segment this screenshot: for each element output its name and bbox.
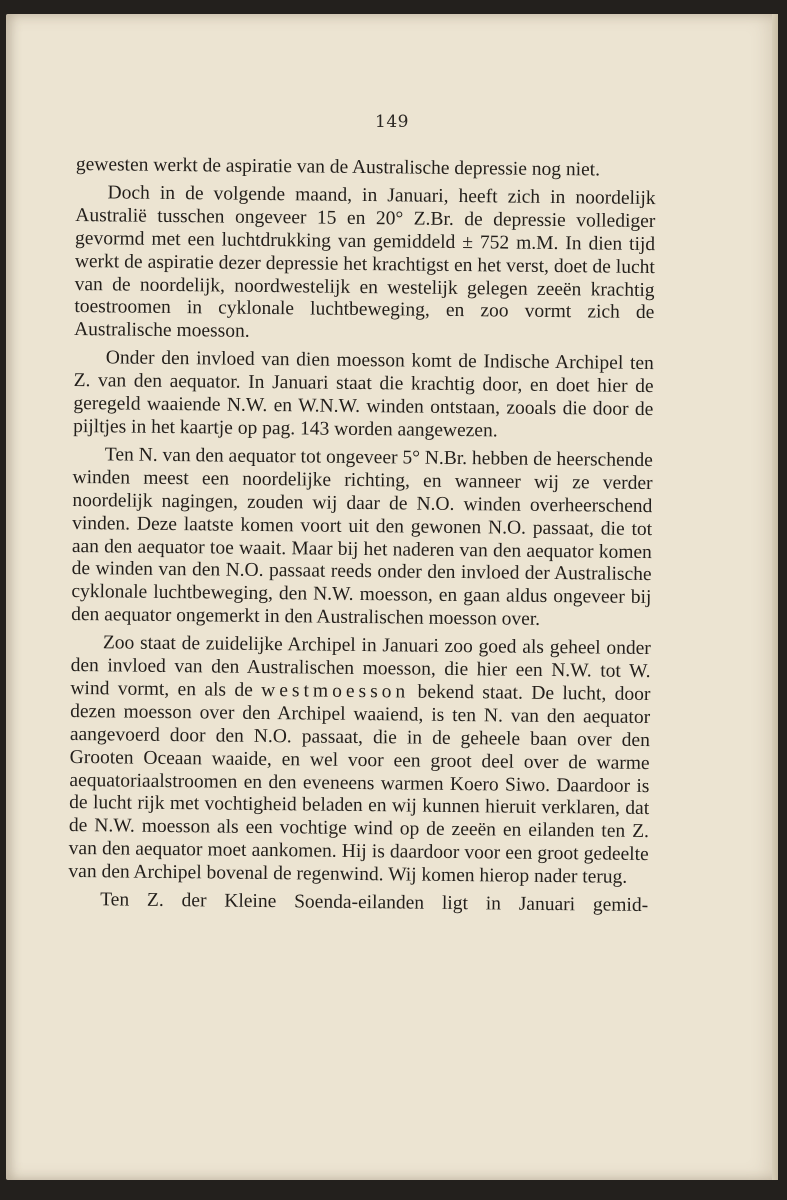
paragraph-5 (68, 632, 651, 890)
page-number: 149 (375, 112, 409, 132)
paragraph-3: Onder den invloed van dien moesson komt de Indische Archipel ten Z. van den aequator. In Januari staat die krachtig door, en doet hier de geregeld waaiende N.W. en W.N.W. winden ontstaan, zooals die door de pijltjes in het kaartje op pag. 143 worden aangewezen. (73, 347, 654, 442)
paragraph-5-start: Zoo staat de zuidelijke Archipel in Januari zoo goed als geheel onder den invloed van den Australischen moesson, die hier een N.W. tot W. wind vormt, en als de (70, 632, 651, 701)
paragraph-1: gewesten werkt de aspiratie van de Australische depressie nog niet. (75, 154, 601, 181)
body-text (68, 154, 656, 923)
paragraph-2: Doch in de volgende maand, in Januari, heeft zich in noordelijk Australië tusschen ongeveer 15 en 20° Z.Br. de depressie vollediger gevormd met een luchtdrukking van gemiddeld ± 752 m.M. In dien tijd werkt de aspiratie dezer depressie het krachtigst en het verst, doet de lucht van de noordelijk, noordwestelijk en westelijk gelegen zeeën krachtig toestroomen in cyklonale luchtbeweging, en zoo vormt zich de Australische moesson. (74, 182, 656, 343)
spaced-term-westmoesson: westmoesson (261, 679, 410, 703)
page-edge (772, 14, 778, 1180)
paragraph-4: Ten N. van den aequator tot ongeveer 5° N.Br. hebben de heerschende winden meest een noordelijke richting, en wanneer wij ze verder noordelijk nagingen, zouden wij daar de N.O. winden overheerschend vinden. Deze laatste komen voort uit den gewonen N.O. passaat, die tot aan den aequator toe waait. Maar bij het naderen van den aequator komen de winden van den N.O. passaat reeds onder den invloed der Australische cyklonale luchtbeweging, den N.W. moesson, en gaan aldus ongeveer bij den aequator ongemerkt in den Australischen moesson over. (71, 444, 653, 631)
paper-page (6, 14, 778, 1180)
paragraph-5-end: bekend staat. De lucht, door dezen moesson over den Archipel waaiend, is ten N. van den aequator aangevoerd door den N.O. passaat, die in de geheele baan over den Grooten Oceaan waaide, en wel voor een groot deel over de warme aequatoriaalstroomen en den eveneens warmen Koero Siwo. Daardoor is de lucht rijk met vochtigheid beladen en wij kunnen hieruit verklaren, dat de N.W. moesson als een vochtige wind op de zeeën en eilanden ten Z. van den aequator moet aankomen. Hij is daardoor voor een groot gedeelte van den Archipel bovenal de regenwind. Wij komen hierop nader terug. (68, 681, 651, 888)
paragraph-6: Ten Z. der Kleine Soenda-eilanden ligt in Januari gemid- (100, 889, 649, 917)
